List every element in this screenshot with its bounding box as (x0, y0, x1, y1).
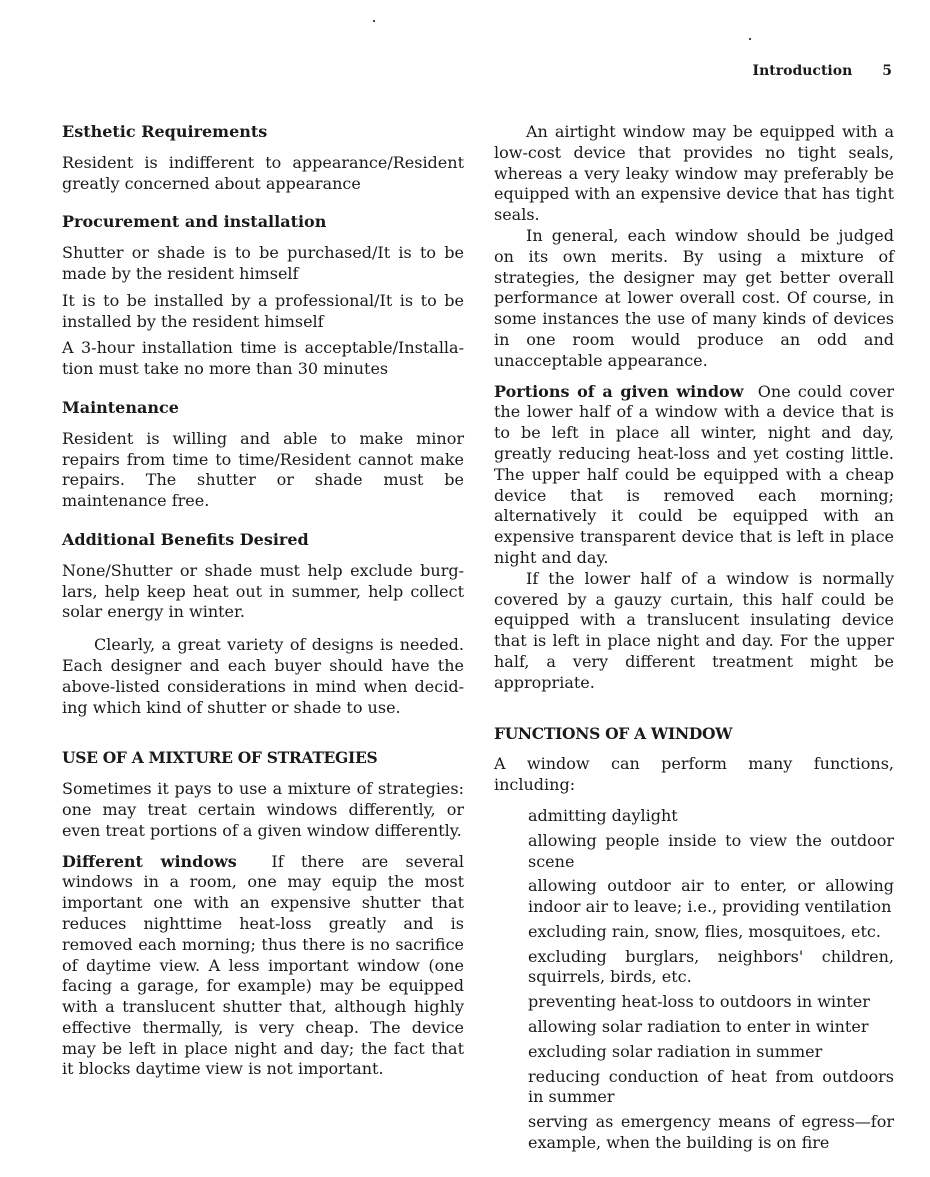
subheading-benefits: Additional Benefits Desired (62, 529, 309, 549)
section-heading-functions: FUNCTIONS OF A WINDOW (494, 723, 733, 743)
option-line: A 3-hour installation time is acceptable/Installation must take no more than 30 minutes (62, 338, 464, 379)
list-item: excluding rain, snow, flies, mosquitoes, etc. (528, 921, 881, 941)
paragraph-portions (494, 382, 894, 569)
list-item: admitting daylight (528, 805, 678, 825)
option-line: Shutter or shade is to be purchased/It is to be made by the resident himself (62, 243, 464, 283)
list-item: allowing outdoor air to enter, or allowing indoor air to leave; i.e., providing ventilation (528, 876, 894, 917)
list-item: excluding burglars, neighbors' children, squirrels, birds, etc. (528, 946, 894, 987)
different-windows-text: If there are several windows in a room, one may equip the most important one with an expensive shutter that reduces nighttime heat-loss greatly and is removed each morning; thus there is no sacrifice of daytime view. A less important window (one facing a garage, for example) may be equipped with a translucent shutter that, although highly effective thermally, is very cheap. The device may be left in place night and day; the fact that it blocks daytime view is not important. (62, 851, 465, 1079)
header-section-title: Introduction (752, 63, 853, 79)
list-item: allowing solar radiation to enter in winter (528, 1017, 869, 1037)
scan-speck (749, 38, 751, 40)
list-item: allowing people inside to view the outdoor scene (528, 830, 894, 871)
list-item: reducing conduction of heat from outdoors in summer (528, 1066, 894, 1107)
paragraph-different-windows (62, 852, 464, 1081)
option-line: Resident is willing and able to make minor repairs from time to time/Resident cannot make repairs. The shutter or shade must be maintenance free. (62, 428, 464, 511)
subheading-esthetic: Esthetic Requirements (62, 122, 268, 141)
paragraph-in-general: In general, each window should be judged on its own merits. By using a mixture of strategies, the designer may get better overall performance at lower overall cost. Of course, in some instances the use of many kinds of devices in one room would produce an odd and unacceptable appearance. (494, 225, 894, 370)
subheading-procurement: Procurement and installation (62, 212, 327, 232)
functions-list (494, 806, 894, 1154)
page-number: 5 (882, 63, 892, 79)
runin-heading-different-windows: Different windows (62, 851, 237, 871)
list-item: excluding solar radiation in summer (528, 1041, 823, 1061)
paragraph-clearly: Clearly, a great variety of designs is needed. Each designer and each buyer should have the above-listed considerations in mind when deciding which kind of shutter or shade to use. (62, 635, 464, 717)
scan-speck (373, 20, 375, 22)
option-line: None/Shutter or shade must help exclude burglars, help keep heat out in summer, help collect solar energy in winter. (62, 560, 464, 622)
subheading-maintenance: Maintenance (62, 397, 179, 417)
paragraph-mixture-intro: Sometimes it pays to use a mixture of strategies: one may treat certain windows differently, or even treat portions of a given window differently. (62, 779, 464, 840)
paragraph-airtight: An airtight window may be equipped with a low-cost device that provides no tight seals, whereas a very leaky window may preferably be equipped with an expensive device that has tight seals. (494, 122, 894, 225)
list-item: serving as emergency means of egress—for example, when the building is on fire (528, 1112, 894, 1153)
runin-heading-portions: Portions of a given window (494, 381, 744, 401)
paragraph-lower-half: If the lower half of a window is normally covered by a gauzy curtain, this half could be equipped with a translucent insulating device that is left in place night and day. For the upper half, a very different treatment might be appropriate. (494, 568, 894, 692)
paragraph-functions-intro: A window can perform many functions, including: (494, 754, 894, 795)
portions-text: One could cover the lower half of a window with a device that is to be left in place all winter, night and day, greatly reducing heat-loss and yet costing little. The upper half could be equipped with a cheap device that is removed each morning; alternatively it could be equipped with an expensive transparent device that is left in place night and day. (494, 381, 894, 567)
list-item: preventing heat-loss to outdoors in winter (528, 992, 870, 1012)
running-header (753, 63, 892, 79)
left-column (62, 122, 464, 1080)
option-line: Resident is indifferent to appearance/Resident greatly concerned about appearance (62, 152, 464, 193)
option-line: It is to be installed by a professional/It is to be installed by the resident himself (62, 290, 464, 331)
section-heading-mixture: USE OF A MIXTURE OF STRATEGIES (62, 748, 378, 768)
right-column (494, 122, 894, 1158)
